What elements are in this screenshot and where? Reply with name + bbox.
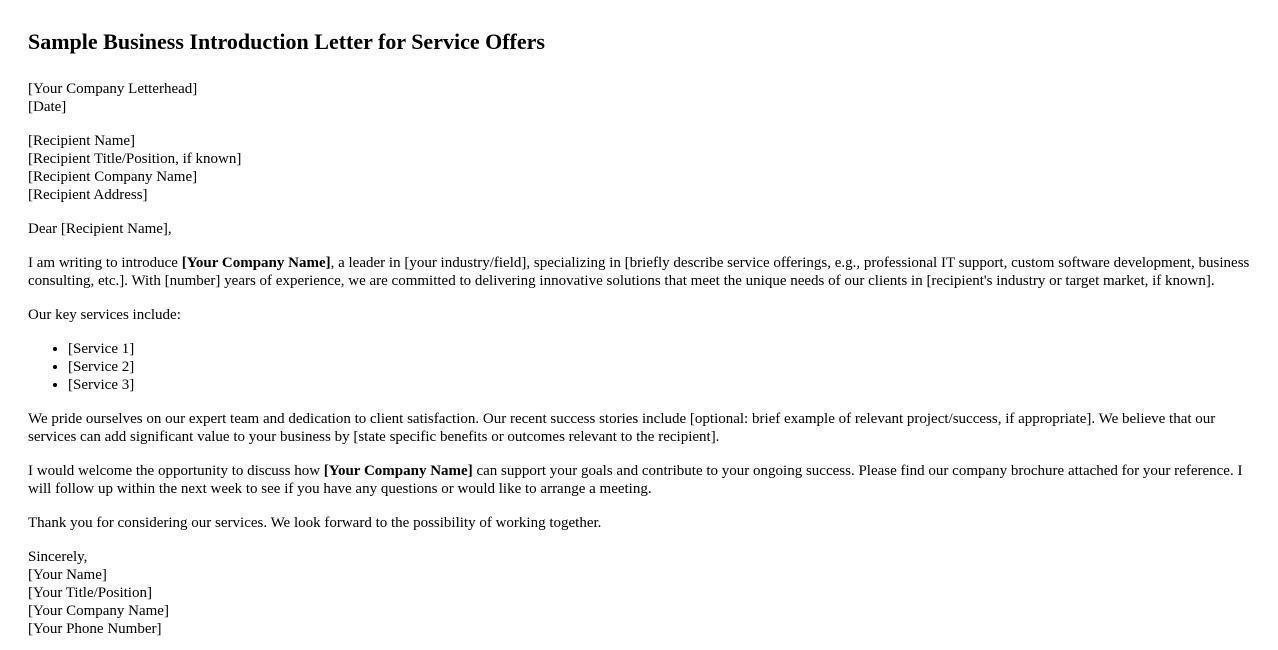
thanks-paragraph: Thank you for considering our services. We look forward to the possibility of working together. [28,515,602,531]
recipient-company: [Recipient Company Name] [28,169,198,185]
sender-date: [Date] [28,99,67,115]
closing-block [28,548,1250,638]
intro-paragraph [28,254,1250,290]
services-intro: Our key services include: [28,307,181,323]
recipient-block [28,132,1250,204]
welcome-text-end: can support your goals and contribute to your ongoing success. Please find our company brochure attached for your reference. I will follow up within the next week to see if you have any questions or would like to arrange a meeting. [28,463,1243,497]
recipient-name: [Recipient Name] [28,133,136,149]
salutation: Dear [Recipient Name], [28,221,172,237]
welcome-paragraph [28,462,1250,498]
intro-text-start: I am writing to introduce [28,255,182,271]
intro-company-name: [Your Company Name] [181,255,331,271]
welcome-company-name: [Your Company Name] [323,463,473,479]
closing-phone: [Your Phone Number] [28,621,162,637]
list-item: • [Service 1] [68,340,1250,358]
closing-company: [Your Company Name] [28,603,169,619]
recipient-title: [Recipient Title/Position, if known] [28,151,242,167]
closing-name: [Your Name] [28,567,107,583]
closing-signoff: Sincerely, [28,549,88,565]
list-item: • [Service 3] [68,376,1250,394]
recipient-address: [Recipient Address] [28,187,148,203]
closing-title: [Your Title/Position] [28,585,152,601]
sender-block [28,80,1250,116]
services-list [28,340,1250,394]
sender-letterhead: [Your Company Letterhead] [28,81,198,97]
page-title: Sample Business Introduction Letter for Service Offers [28,29,545,54]
list-item: • [Service 2] [68,358,1250,376]
intro-text-end: , a leader in [your industry/field], specializing in [briefly describe service offerings, e.g., professional IT support, custom software development, business consulting, etc.]. With [number] years of experience, we are committed to delivering innovative solutions that meet the unique needs of our clients in [recipient's industry or target market, if known]. [28,255,1250,289]
pride-paragraph: We pride ourselves on our expert team and dedication to client satisfaction. Our recent success stories include [optional: brief example of relevant project/success, if appropriate]. We believe that our services can add significant value to your business by [state specific benefits or outcomes relevant to the recipient]. [28,411,1216,445]
welcome-text-start: I would welcome the opportunity to discuss how [28,463,324,479]
